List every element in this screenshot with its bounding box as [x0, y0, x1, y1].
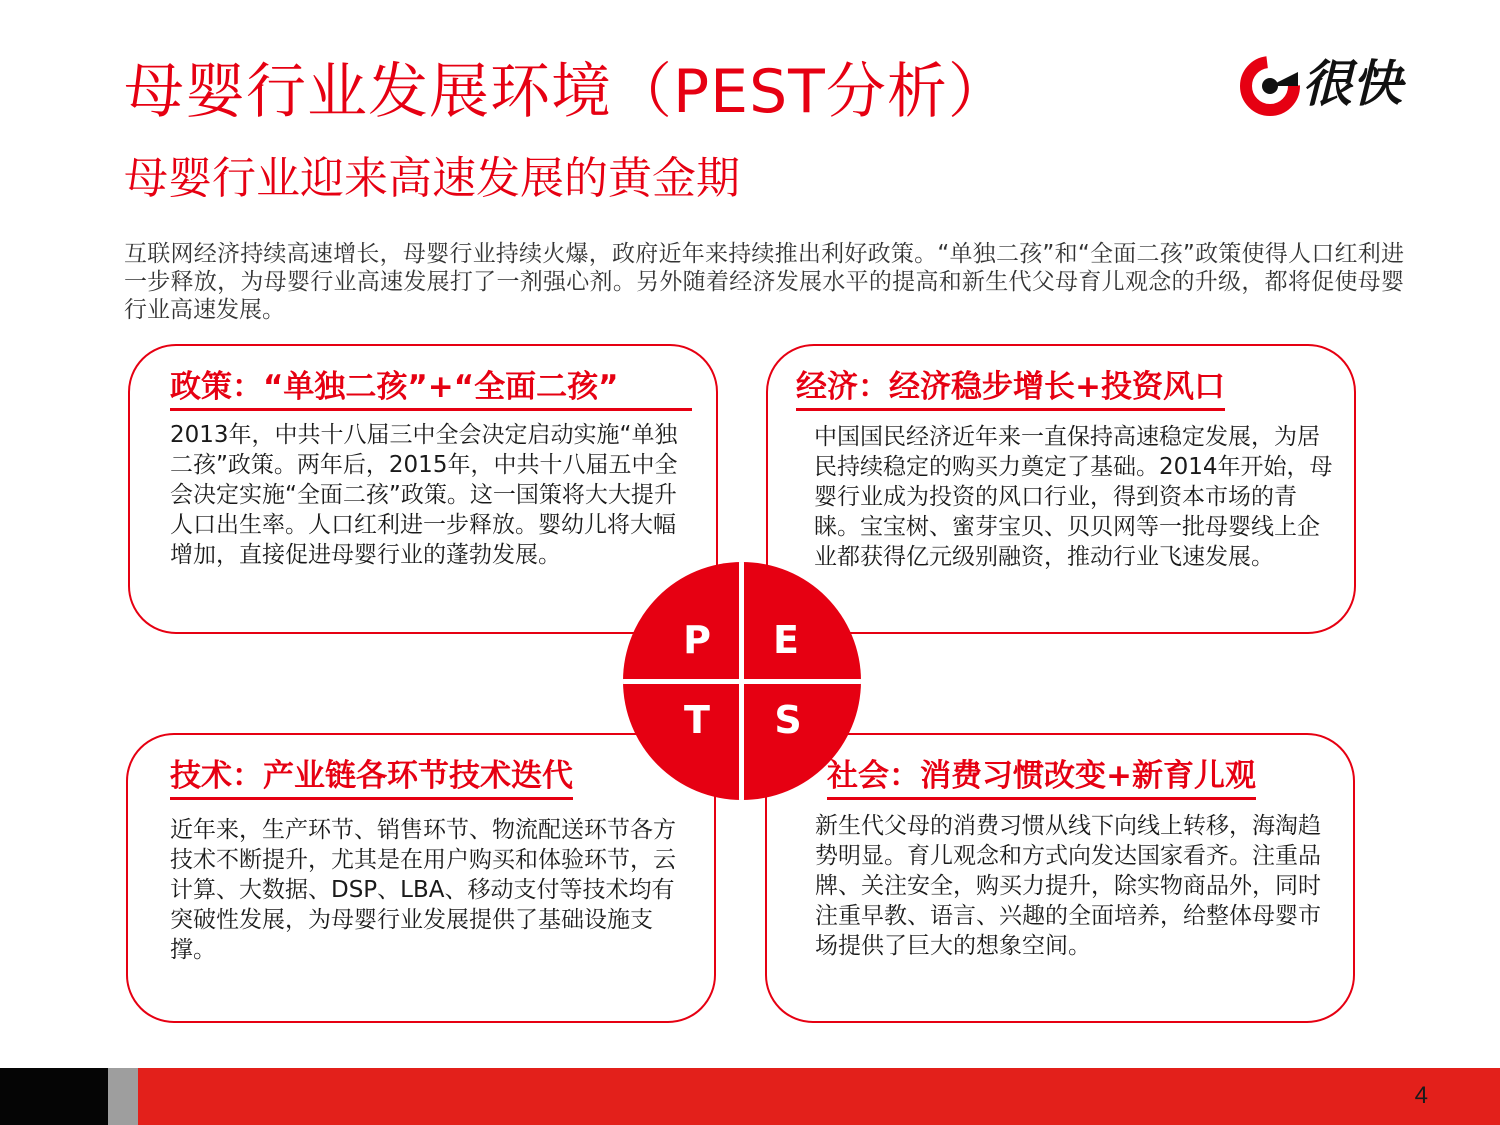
circle-divider-horizontal: [623, 679, 861, 684]
pest-letter-s: S: [774, 698, 802, 742]
pest-letter-t: T: [684, 698, 710, 742]
footer-black-block: [0, 1068, 108, 1125]
pest-circle: [623, 562, 861, 800]
economy-body: 中国国民经济近年来一直保持高速稳定发展，为居民持续稳定的购买力奠定了基础。2014年开始，母婴行业成为投资的风口行业，得到资本市场的青睐。宝宝树、蜜芽宝贝、贝贝网等一批母婴线上企业都获得亿元级别融资，推动行业飞速发展。: [814, 424, 1333, 570]
society-heading: 社会：消费习惯改变+新育儿观: [827, 757, 1256, 800]
technology-heading: 技术：产业链各环节技术迭代: [170, 757, 573, 800]
policy-heading: 政策：“单独二孩”+“全面二孩”: [170, 368, 692, 411]
technology-box: [126, 733, 716, 1023]
policy-box: [128, 344, 718, 634]
pest-letter-p: P: [683, 618, 711, 662]
footer-gray-block: [108, 1068, 138, 1125]
logo-text: 很快: [1302, 55, 1402, 113]
economy-box: [766, 344, 1356, 634]
technology-body: 近年来，生产环节、销售环节、物流配送环节各方技术不断提升，尤其是在用户购买和体验环节，云计算、大数据、DSP、LBA、移动支付等技术均有突破性发展，为母婴行业发展提供了基础设施支撑。: [170, 817, 676, 963]
pest-letter-e: E: [773, 618, 799, 662]
page-number: 4: [1414, 1082, 1428, 1109]
economy-heading: 经济：经济稳步增长+投资风口: [796, 368, 1225, 411]
logo: [1240, 52, 1430, 116]
policy-body: 2013年，中共十八届三中全会决定启动实施“单独二孩”政策。两年后，2015年，中共十八届五中全会决定实施“全面二孩”政策。这一国策将大大提升人口出生率。人口红利进一步释放。婴幼儿将大幅增加，直接促进母婴行业的蓬勃发展。: [170, 422, 678, 568]
footer-red-bar: [138, 1068, 1500, 1125]
page-subtitle: 母婴行业迎来高速发展的黄金期: [124, 153, 740, 204]
logo-mark-icon: [1240, 52, 1300, 116]
society-box: [765, 733, 1355, 1023]
society-body: 新生代父母的消费习惯从线下向线上转移，海淘趋势明显。育儿观念和方式向发达国家看齐。注重品牌、关注安全，购买力提升，除实物商品外，同时注重早教、语言、兴趣的全面培养，给整体母婴市场提供了巨大的想象空间。: [815, 813, 1321, 959]
intro-paragraph: 互联网经济持续高速增长，母婴行业持续火爆，政府近年来持续推出利好政策。“单独二孩”和“全面二孩”政策使得人口红利进一步释放，为母婴行业高速发展打了一剂强心剂。另外随着经济发展水平的提高和新生代父母育儿观念的升级，都将促使母婴行业高速发展。: [124, 241, 1404, 323]
page-title: 母婴行业发展环境（PEST分析）: [124, 57, 1009, 127]
